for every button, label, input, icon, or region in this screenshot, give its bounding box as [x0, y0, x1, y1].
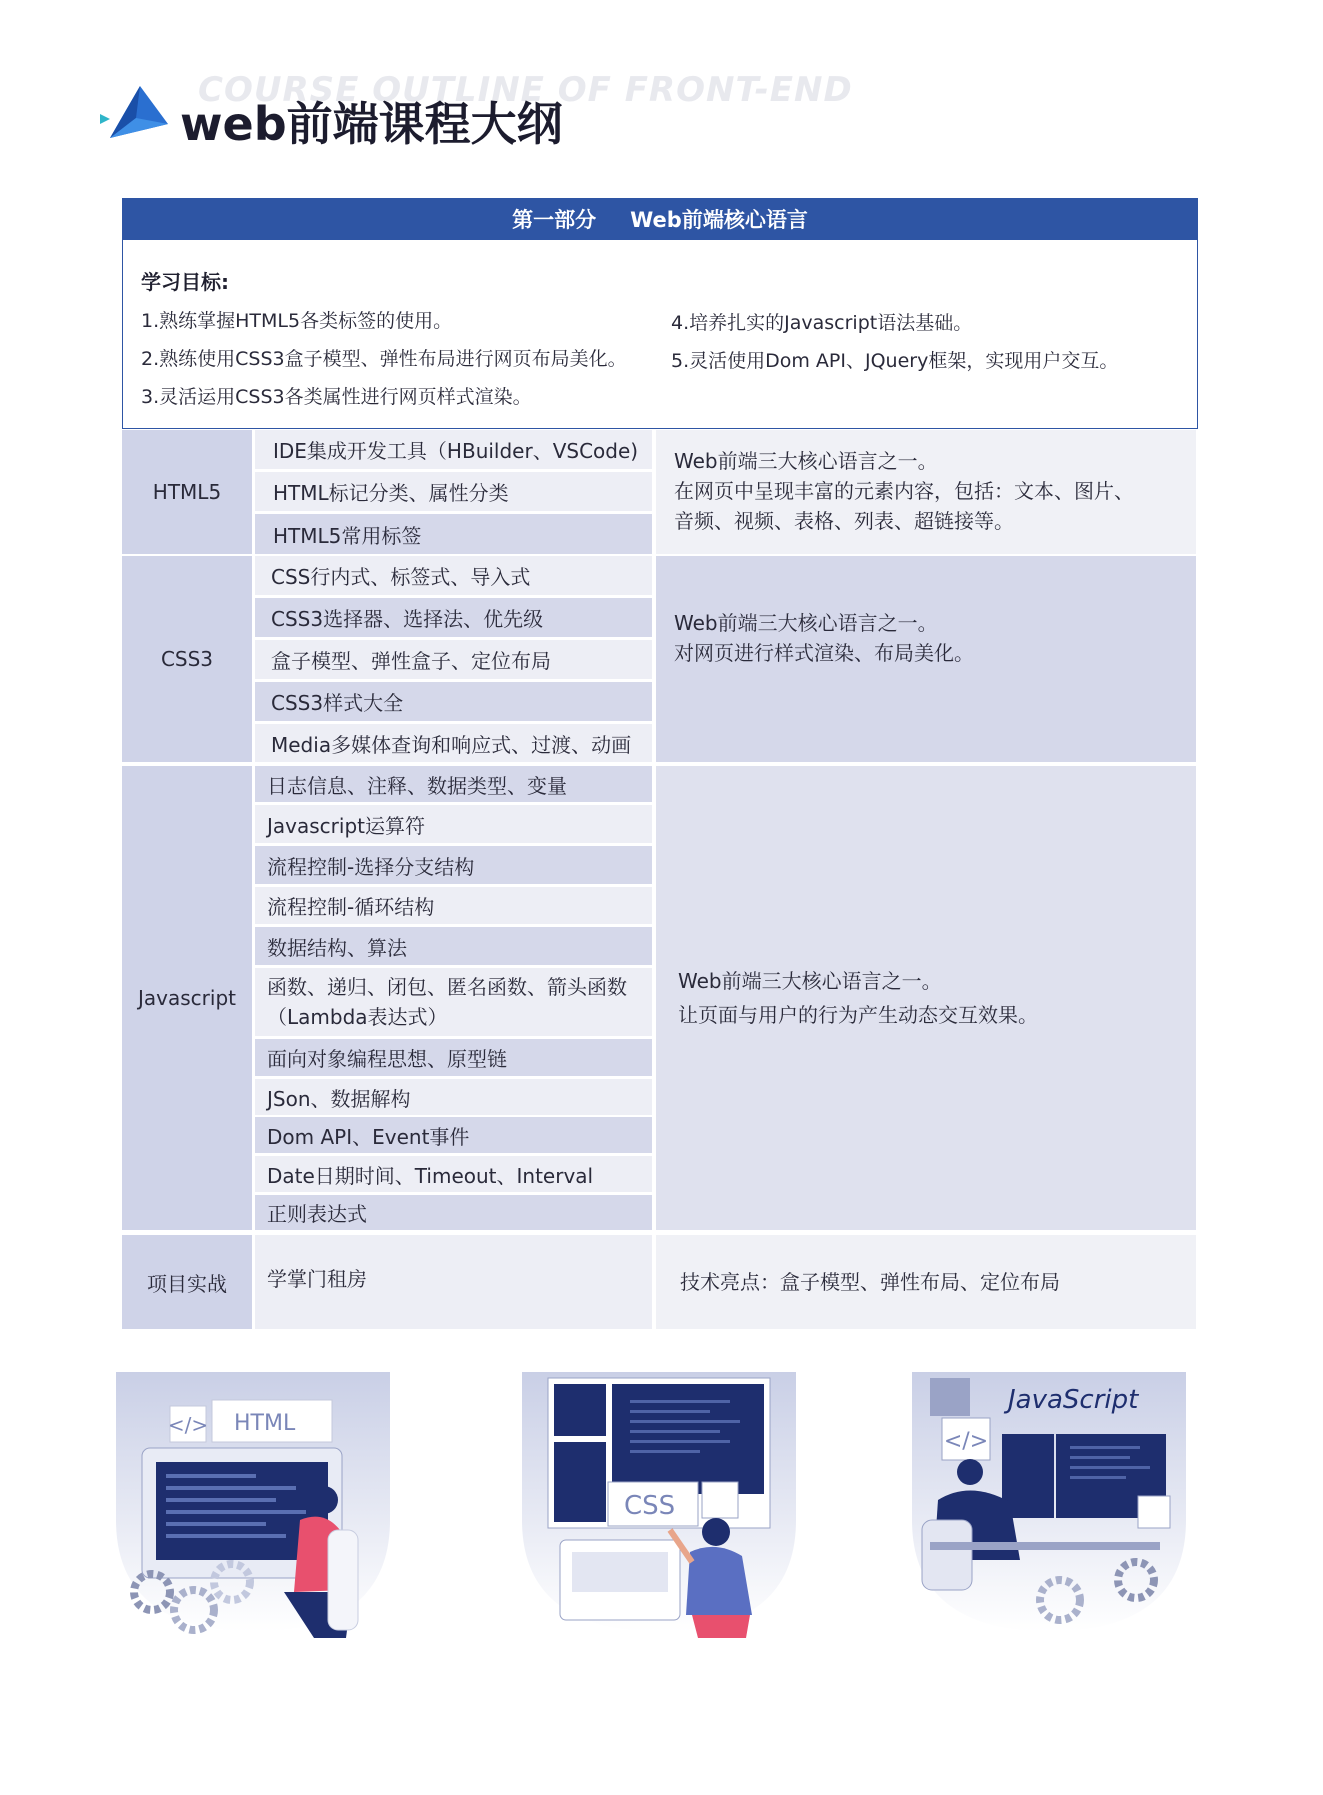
category-html5: HTML5: [122, 430, 252, 554]
js-item: 日志信息、注释、数据类型、变量: [255, 766, 652, 802]
js-illustration: [910, 1370, 1190, 1645]
logo-triangle-icon: [100, 84, 170, 154]
project-description: 技术亮点：盒子模型、弹性布局、定位布局: [656, 1235, 1196, 1329]
code-glyph: </>: [167, 1413, 209, 1437]
css-illustration: [520, 1370, 800, 1645]
category-css3: CSS3: [122, 556, 252, 762]
css3-item: CSS3样式大全: [255, 682, 652, 721]
desc-line: 在网页中呈现丰富的元素内容，包括：文本、图片、: [674, 479, 1134, 503]
learning-goals: [122, 240, 1198, 429]
desc-line: 音频、视频、表格、列表、超链接等。: [674, 509, 1014, 533]
category-javascript: Javascript: [122, 766, 252, 1230]
js-item: 面向对象编程思想、原型链: [255, 1039, 652, 1076]
section-part: 第一部分: [512, 208, 597, 232]
project-item: 学掌门租房: [255, 1235, 652, 1329]
js-item-multiline: [255, 968, 652, 1036]
desc-line: 对网页进行样式渲染、布局美化。: [674, 641, 974, 665]
html5-item: IDE集成开发工具（HBuilder、VSCode): [255, 430, 652, 469]
section-name: Web前端核心语言: [630, 208, 808, 232]
desc-line: Web前端三大核心语言之一。: [674, 611, 938, 635]
js-item: Dom API、Event事件: [255, 1117, 652, 1153]
js-item: 数据结构、算法: [255, 927, 652, 965]
js-item: 正则表达式: [255, 1195, 652, 1230]
js-item-line: （Lambda表达式）: [267, 1005, 448, 1029]
css3-item: Media多媒体查询和响应式、过渡、动画: [255, 724, 652, 762]
css-label: CSS: [624, 1491, 676, 1521]
html-illustration: [114, 1370, 394, 1645]
desc-line: Web前端三大核心语言之一。: [674, 449, 938, 473]
css3-item: CSS行内式、标签式、导入式: [255, 556, 652, 595]
ghost-subtitle: COURSE OUTLINE OF FRONT-END: [198, 70, 853, 110]
category-project: 项目实战: [122, 1235, 252, 1329]
css3-description: [656, 556, 1196, 762]
html-label: HTML: [234, 1411, 296, 1436]
css3-item: 盒子模型、弹性盒子、定位布局: [255, 640, 652, 679]
goals-heading: 学习目标:: [141, 270, 229, 294]
js-label: JavaScript: [1008, 1385, 1139, 1415]
html5-description: [656, 430, 1196, 554]
js-item: 流程控制-选择分支结构: [255, 846, 652, 884]
page-header: [100, 70, 853, 160]
goal-item: 4.培养扎实的Javascript语法基础。: [671, 312, 973, 334]
code-glyph: </>: [943, 1429, 989, 1454]
js-item: Date日期时间、Timeout、Interval: [255, 1156, 652, 1192]
js-item: JSon、数据解构: [255, 1079, 652, 1115]
js-description: [656, 766, 1196, 1230]
css3-item: CSS3选择器、选择法、优先级: [255, 598, 652, 637]
desc-line: 让页面与用户的行为产生动态交互效果。: [678, 1003, 1038, 1027]
html5-item: HTML5常用标签: [255, 514, 652, 554]
goal-item: 2.熟练使用CSS3盒子模型、弹性布局进行网页布局美化。: [141, 348, 627, 370]
goal-item: 1.熟练掌握HTML5各类标签的使用。: [141, 310, 453, 332]
section-band: [122, 198, 1198, 240]
html5-item: HTML标记分类、属性分类: [255, 472, 652, 511]
js-item: Javascript运算符: [255, 805, 652, 843]
desc-line: Web前端三大核心语言之一。: [678, 969, 942, 993]
goal-item: 3.灵活运用CSS3各类属性进行网页样式渲染。: [141, 386, 532, 408]
goal-item: 5.灵活使用Dom API、JQuery框架，实现用户交互。: [671, 350, 1119, 372]
js-item-line: 函数、递归、闭包、匿名函数、箭头函数: [267, 975, 627, 999]
page-title: web前端课程大纲: [180, 97, 563, 151]
js-item: 流程控制-循环结构: [255, 887, 652, 924]
